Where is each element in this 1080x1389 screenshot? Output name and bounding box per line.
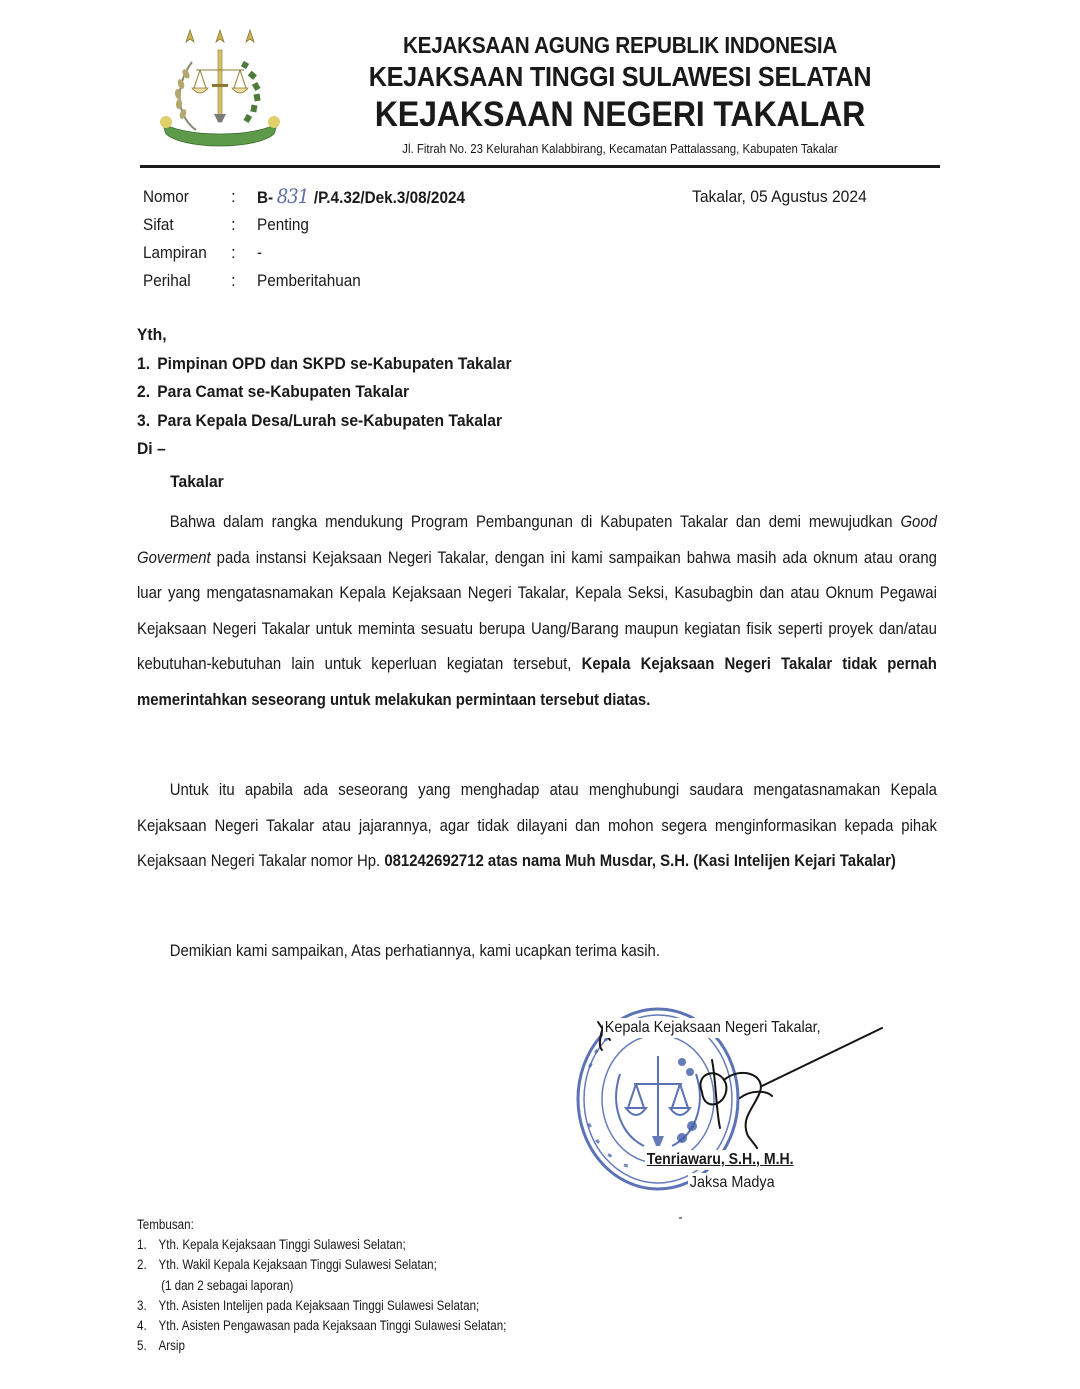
lampiran-value: - [257, 243, 263, 262]
colon: : [231, 243, 236, 262]
tembusan-block [137, 1215, 617, 1356]
p2-contact-bold: 081242692712 atas nama Muh Musdar, S.H. (Kasi Intelijen Kejari Takalar) [384, 852, 896, 870]
tembusan-item [137, 1336, 550, 1356]
recipient-number: 3. [137, 410, 151, 430]
tembusan-number: 2. [137, 1257, 147, 1273]
nomor-value [257, 182, 465, 212]
letterhead-address: Jl. Fitrah No. 23 Kelurahan Kalabbirang, Kecamatan Pattalassang, Kabupaten Takalar [402, 141, 838, 156]
colon: : [231, 187, 236, 206]
tembusan-label: Tembusan: [137, 1217, 194, 1232]
recipient-text: Para Kepala Desa/Lurah se-Kabupaten Takalar [157, 410, 503, 430]
letterhead-line-agung: KEJAKSAAN AGUNG REPUBLIK INDONESIA [403, 32, 837, 58]
body-paragraph-1 [137, 505, 937, 755]
addressee-city: Takalar [170, 471, 224, 491]
tembusan-item [137, 1235, 550, 1255]
body-paragraph-closing [137, 934, 937, 974]
kejaksaan-emblem-icon [156, 26, 284, 156]
di-label: Di – [137, 439, 166, 458]
tembusan-text: Arsip [158, 1338, 185, 1354]
tembusan-number: 4. [137, 1317, 147, 1333]
addressee-block [137, 321, 737, 496]
meta-row-perihal [143, 267, 663, 295]
letterhead-line-tinggi: KEJAKSAAN TINGGI SULAWESI SELATAN [368, 61, 872, 92]
p1-text-middle: pada instansi Kejaksaan Negeri Takalar, dengan ini kami sampaikan bahwa masih ada oknum atau orang luar yang mengatasnamakan Kepala Kejaksaan Negeri Takalar, Kepala Seksi, Kasubagbin dan atau Oknum Pegawai Kejaksaan Negeri Takalar untuk meminta sesuatu berupa Uang/Barang maupun kegiatan fisik seperti proyek dan/atau kebutuhan-kebutuhan lain untuk keperluan kegiatan tersebut, [137, 548, 937, 673]
closing-text: Demikian kami sampaikan, Atas perhatiannya, kami ucapkan terima kasih. [169, 942, 660, 960]
body-paragraph-2 [137, 773, 937, 918]
recipient-item [137, 407, 689, 436]
signatory-rank: Jaksa Madya [689, 1174, 775, 1191]
meta-row-sifat [143, 211, 663, 239]
letterhead-divider [140, 165, 940, 168]
meta-row-nomor [143, 183, 663, 211]
letterhead-line-negeri: KEJAKSAAN NEGERI TAKALAR [374, 95, 866, 134]
colon: : [231, 271, 236, 290]
tembusan-text: Yth. Kepala Kejaksaan Tinggi Sulawesi Selatan; [158, 1237, 406, 1253]
tembusan-item [137, 1296, 550, 1316]
p1-bold-statement: Kepala Kejaksaan Negeri Takalar tidak pernah memerintahkan seseorang untuk melakukan permintaan tersebut diatas. [137, 655, 937, 709]
perihal-label: Perihal [143, 271, 191, 290]
greeting: Yth, [137, 325, 167, 344]
letter-meta [143, 183, 663, 295]
p2-text: Untuk itu apabila ada seseorang yang menghadap atau menghubungi saudara mengatasnamakan Kepala Kejaksaan Negeri Takalar atau jajarannya, agar tidak dilayani dan mohon segera menginformasikan kepada pihak Kejaksaan Negeri Takalar nomor Hp. [137, 781, 937, 870]
tembusan-item [137, 1255, 550, 1275]
p1-italic-term: Good Goverment [137, 513, 937, 567]
tembusan-text: Yth. Asisten Pengawasan pada Kejaksaan Tinggi Sulawesi Selatan; [158, 1317, 507, 1333]
recipient-item [137, 350, 689, 379]
signatory-title: Kepala Kejaksaan Negeri Takalar, [604, 1019, 821, 1036]
recipient-text: Para Camat se-Kabupaten Takalar [157, 382, 410, 401]
recipient-item [137, 378, 689, 407]
place-date: Takalar, 05 Agustus 2024 [692, 187, 867, 206]
signatory-name: Tenriawaru, S.H., M.H. [646, 1151, 794, 1168]
letterhead [300, 30, 940, 158]
tembusan-number: 3. [137, 1297, 147, 1313]
p1-text-start: Bahwa dalam rangka mendukung Program Pembangunan di Kabupaten Takalar dan demi mewujudkan [169, 513, 901, 531]
recipient-number: 1. [137, 353, 151, 373]
nomor-prefix: B- [257, 188, 274, 207]
tembusan-text: Yth. Wakil Kepala Kejaksaan Tinggi Sulawesi Selatan; [158, 1257, 437, 1273]
sifat-label: Sifat [143, 215, 174, 234]
recipient-number: 2. [137, 382, 151, 401]
tembusan-note: (1 dan 2 sebagai laporan) [161, 1277, 294, 1293]
sifat-value: Penting [257, 215, 309, 234]
tembusan-item [137, 1316, 550, 1336]
lampiran-label: Lampiran [143, 243, 207, 262]
meta-row-lampiran [143, 239, 663, 267]
nomor-handwritten: 831 [276, 184, 309, 208]
tembusan-text: Yth. Asisten Intelijen pada Kejaksaan Tinggi Sulawesi Selatan; [158, 1297, 480, 1313]
perihal-value: Pemberitahuan [257, 271, 361, 290]
tembusan-number: 1. [137, 1237, 147, 1253]
colon: : [231, 215, 236, 234]
scan-speck [679, 1217, 682, 1219]
nomor-label: Nomor [143, 187, 189, 206]
recipient-text: Pimpinan OPD dan SKPD se-Kabupaten Takalar [157, 353, 512, 373]
tembusan-number: 5. [137, 1338, 147, 1354]
nomor-suffix: /P.4.32/Dek.3/08/2024 [313, 188, 465, 207]
